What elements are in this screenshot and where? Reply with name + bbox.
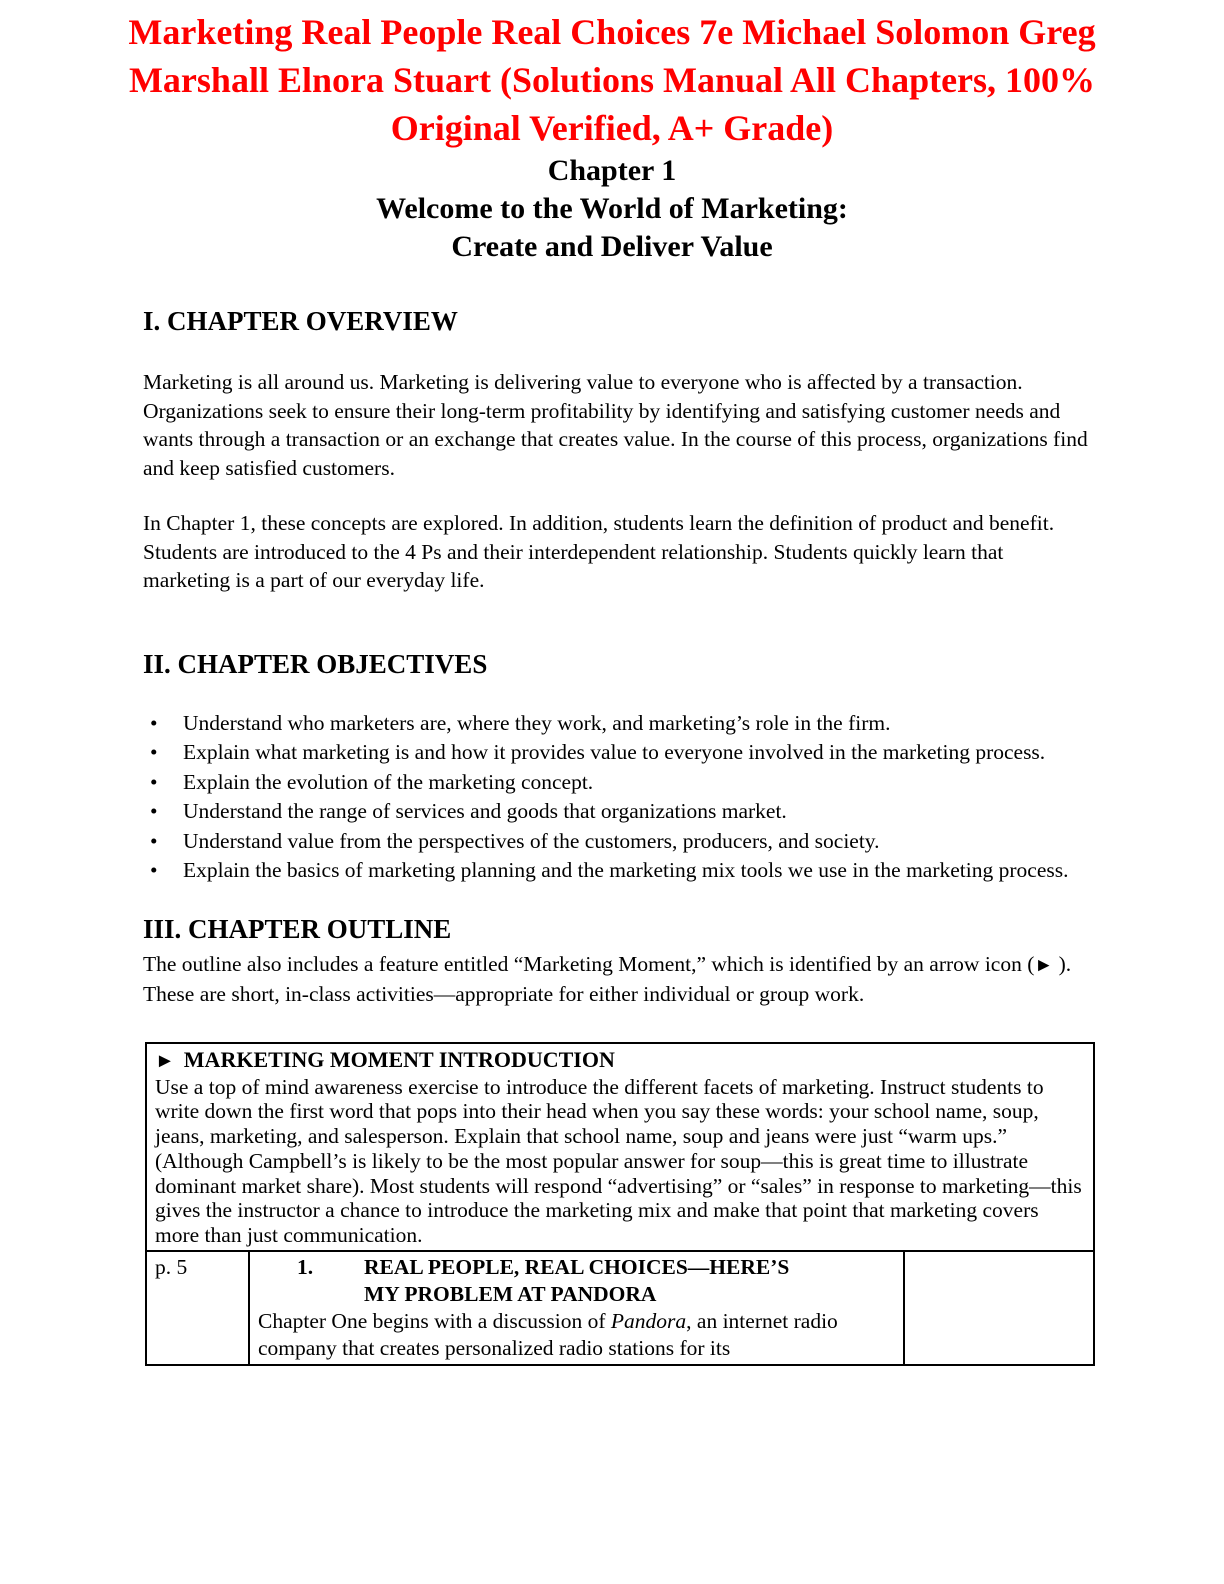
outline-item-cell (249, 1251, 904, 1365)
outline-notes-cell-empty (904, 1251, 1094, 1365)
marketing-moment-cell (146, 1043, 1094, 1252)
outline-item-title-line1: REAL PEOPLE, REAL CHOICES—HERE’S (364, 1255, 790, 1280)
objective-item (150, 827, 1093, 856)
section-heading-chapter-outline: III. CHAPTER OUTLINE (143, 913, 452, 944)
objective-item (150, 797, 1093, 826)
document-title-line: Marketing Real People Real Choices 7e Michael Solomon Greg (128, 12, 1096, 52)
objective-item (150, 768, 1093, 797)
outline-intro-text-after: ). These are short, in-class activities—appropriate for either individual or group work. (143, 951, 1072, 1006)
page-content (143, 304, 1093, 1009)
marketing-moment-arrow-icon: ► (155, 1049, 175, 1072)
bullet-icon: • (150, 710, 158, 735)
outline-intro-text-before: The outline also includes a feature entitled “Marketing Moment,” which is identified by an arrow icon ( (143, 951, 1035, 976)
outline-item-content (258, 1254, 895, 1362)
bullet-icon: • (150, 740, 158, 764)
objective-text: Understand value from the perspectives of the customers, producers, and society. (183, 828, 880, 853)
overview-paragraph-1: Marketing is all around us. Marketing is delivering value to everyone who is affected by a transaction. Organizations seek to ensure their long-term profitability by identifying and satisfying customer needs and wants through a transaction or an exchange that creates value. In the course of this process, organizations find and keep satisfied customers. (143, 370, 1088, 480)
item-body-text-before: Chapter One begins with a discussion of (258, 1309, 611, 1334)
document-title (40, 8, 1184, 152)
item-body-text-after: , an internet radio company that creates personalized radio stations for its (258, 1309, 838, 1361)
objective-text: Explain the basics of marketing planning and the marketing mix tools we use in the marketing process. (183, 858, 1069, 882)
section-heading-chapter-overview: I. CHAPTER OVERVIEW (143, 306, 458, 336)
outline-item-body (258, 1308, 895, 1362)
objective-text: Understand the range of services and goods that organizations market. (183, 799, 787, 823)
objective-text: Explain what marketing is and how it provides value to everyone involved in the marketing process. (183, 740, 1046, 764)
objective-item (150, 709, 1093, 738)
marketing-moment-arrow-icon: ► (1034, 954, 1054, 976)
chapter-label: Chapter 1 (547, 154, 677, 187)
page-reference-cell: p. 5 (146, 1251, 249, 1365)
chapter-outline-table (145, 1042, 1095, 1367)
objectives-list (143, 709, 1093, 885)
objective-text: Explain the evolution of the marketing concept. (183, 769, 594, 794)
outline-item-row (146, 1251, 1094, 1365)
section-heading-chapter-objectives: II. CHAPTER OBJECTIVES (143, 648, 488, 679)
marketing-moment-heading-text: MARKETING MOMENT INTRODUCTION (183, 1046, 615, 1072)
bullet-icon: • (150, 828, 158, 853)
document-title-line: Marshall Elnora Stuart (Solutions Manual All Chapters, 100% (128, 60, 1096, 100)
bullet-icon: • (150, 769, 158, 794)
outline-intro-paragraph (143, 950, 1093, 1009)
marketing-moment-body: Use a top of mind awareness exercise to introduce the different facets of marketing. Instruct students to write down the first word that pops into their head when you say these words: your school name, soup, jeans, marketing, and salesperson. Explain that school name, soup and jeans were just “warm ups.” (Although Campbell’s is likely to be the most popular answer for soup—this is great time to illustrate dominant market share). Most students will respond “advertising” or “sales” in response to marketing—this gives the instructor a chance to introduce the marketing mix and make that point that marketing covers more than just communication. (155, 1074, 1082, 1248)
objective-item (150, 856, 1093, 885)
chapter-heading (0, 152, 1224, 266)
item-body-pandora-italic: Pandora (610, 1309, 687, 1334)
outline-item-title-line2: MY PROBLEM AT PANDORA (364, 1282, 657, 1307)
objective-item (150, 738, 1093, 767)
marketing-moment-row (146, 1043, 1094, 1252)
outline-item-number: 1. (297, 1255, 314, 1280)
bullet-icon: • (150, 799, 158, 823)
overview-paragraph-2: In Chapter 1, these concepts are explored. In addition, students learn the definition of product and benefit. Students are introduced to the 4 Ps and their interdependent relationship. Students quickly learn that marketing is a part of our everyday life. (143, 511, 1055, 592)
document-title-line: Original Verified, A+ Grade) (390, 108, 834, 148)
objective-text: Understand who marketers are, where they work, and marketing’s role in the firm. (183, 710, 891, 735)
bullet-icon: • (150, 858, 158, 882)
chapter-subtitle-line1: Welcome to the World of Marketing: (376, 192, 848, 225)
marketing-moment-heading (155, 1046, 1085, 1075)
outline-item-heading (258, 1254, 895, 1308)
chapter-subtitle-line2: Create and Deliver Value (451, 230, 773, 263)
